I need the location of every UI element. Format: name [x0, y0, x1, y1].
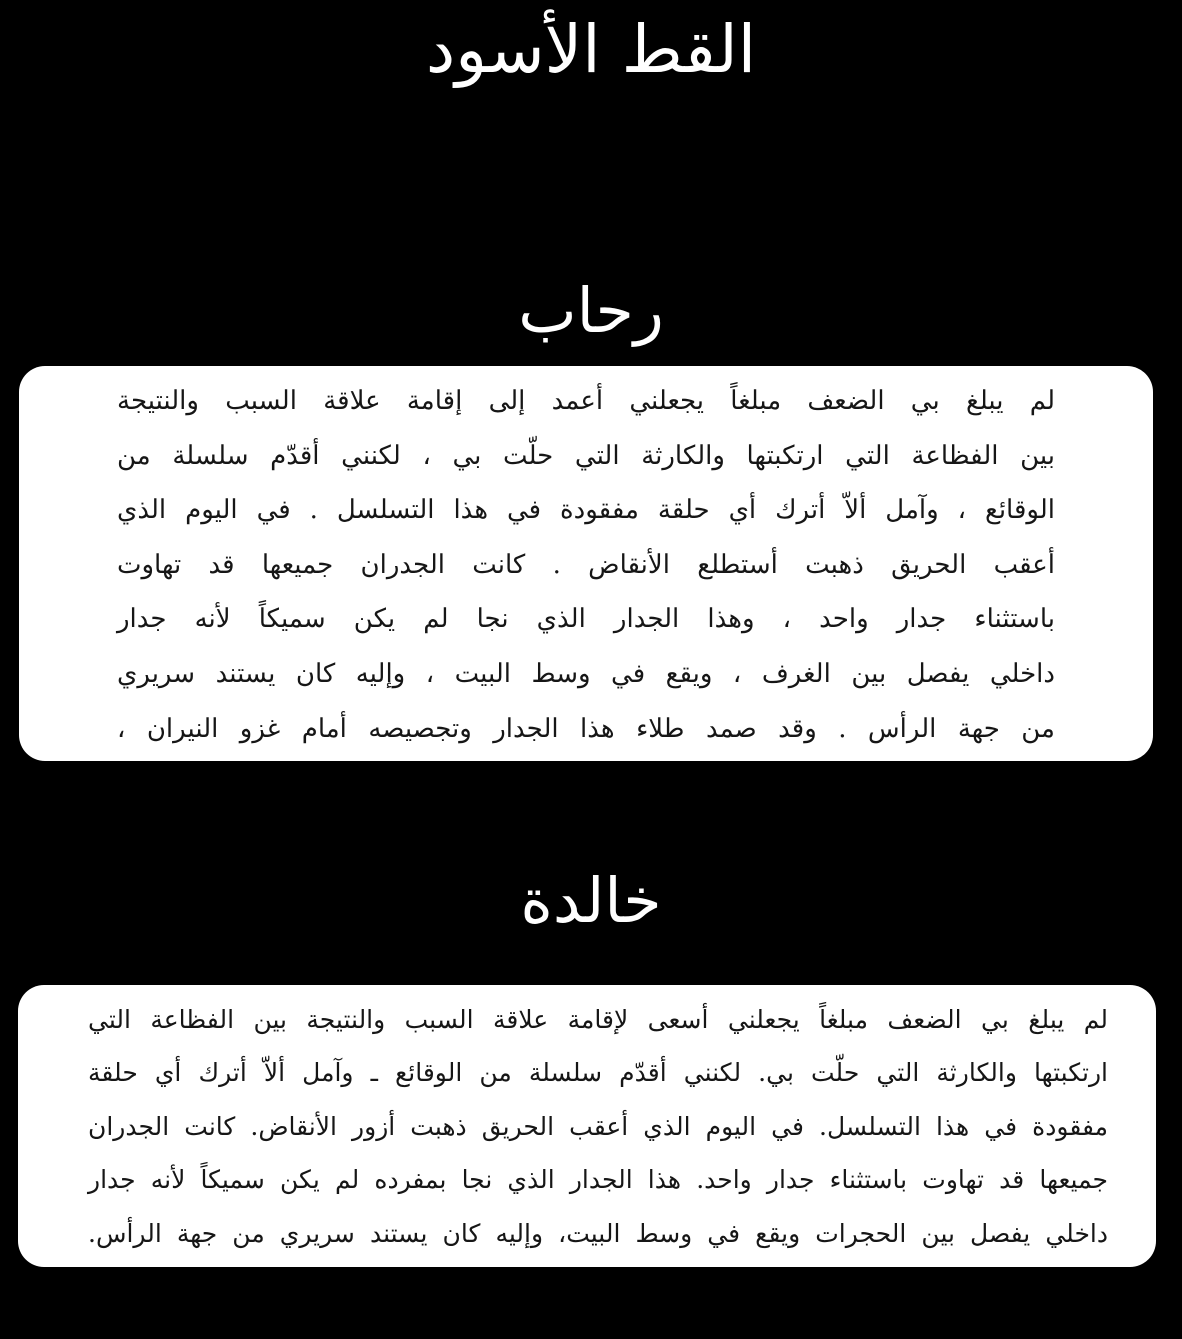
section-heading-khalida: خالدة — [520, 864, 662, 937]
text-line: ارتكبتها والكارثة التي حلّت بي. لكنني أقدّم سلسلة من الوقائع ـ وآمل ألاّ أترك أي حلقة — [88, 1058, 1108, 1088]
text-line: داخلي يفصل بين الحجرات ويقع في وسط البيت، وإليه كان يستند سريري من جهة الرأس. — [88, 1218, 1108, 1248]
page-title: القط الأسود — [425, 11, 757, 88]
text-line: لم يبلغ بي الضعف مبلغاً يجعلني أسعى لإقامة علاقة السبب والنتيجة بين الفظاعة التي — [88, 1005, 1108, 1034]
text-line: من جهة الرأس . وقد صمد طلاء هذا الجدار وتجصيصه أمام غزو النيران ، — [117, 713, 1055, 744]
text-line: مفقودة في هذا التسلسل. في اليوم الذي أعقب الحريق ذهبت أزور الأنقاض. كانت الجدران — [88, 1111, 1108, 1141]
text-line: داخلي يفصل بين الغرف ، ويقع في وسط البيت ، وإليه كان يستند سريري — [117, 658, 1055, 689]
translation-card-rehab — [19, 366, 1153, 761]
text-line: أعقب الحريق ذهبت أستطلع الأنقاض . كانت الجدران جميعها قد تهاوت — [117, 549, 1055, 580]
section-heading-rehab: رحاب — [518, 274, 664, 347]
text-line: لم يبلغ بي الضعف مبلغاً يجعلني أعمد إلى إقامة علاقة السبب والنتيجة — [117, 386, 1055, 416]
text-line: جميعها قد تهاوت باستثناء جدار واحد. هذا الجدار الذي نجا بمفرده لم يكن سميكاً لأنه جدار — [88, 1165, 1108, 1195]
text-line: الوقائع ، وآمل ألاّ أترك أي حلقة مفقودة في هذا التسلسل . في اليوم الذي — [117, 495, 1055, 526]
text-line: بين الفظاعة التي ارتكبتها والكارثة التي حلّت بي ، لكنني أقدّم سلسلة من — [117, 440, 1055, 471]
translation-card-khalida — [18, 985, 1156, 1267]
text-line: باستثناء جدار واحد ، وهذا الجدار الذي نجا لم يكن سميكاً لأنه جدار — [117, 604, 1055, 635]
